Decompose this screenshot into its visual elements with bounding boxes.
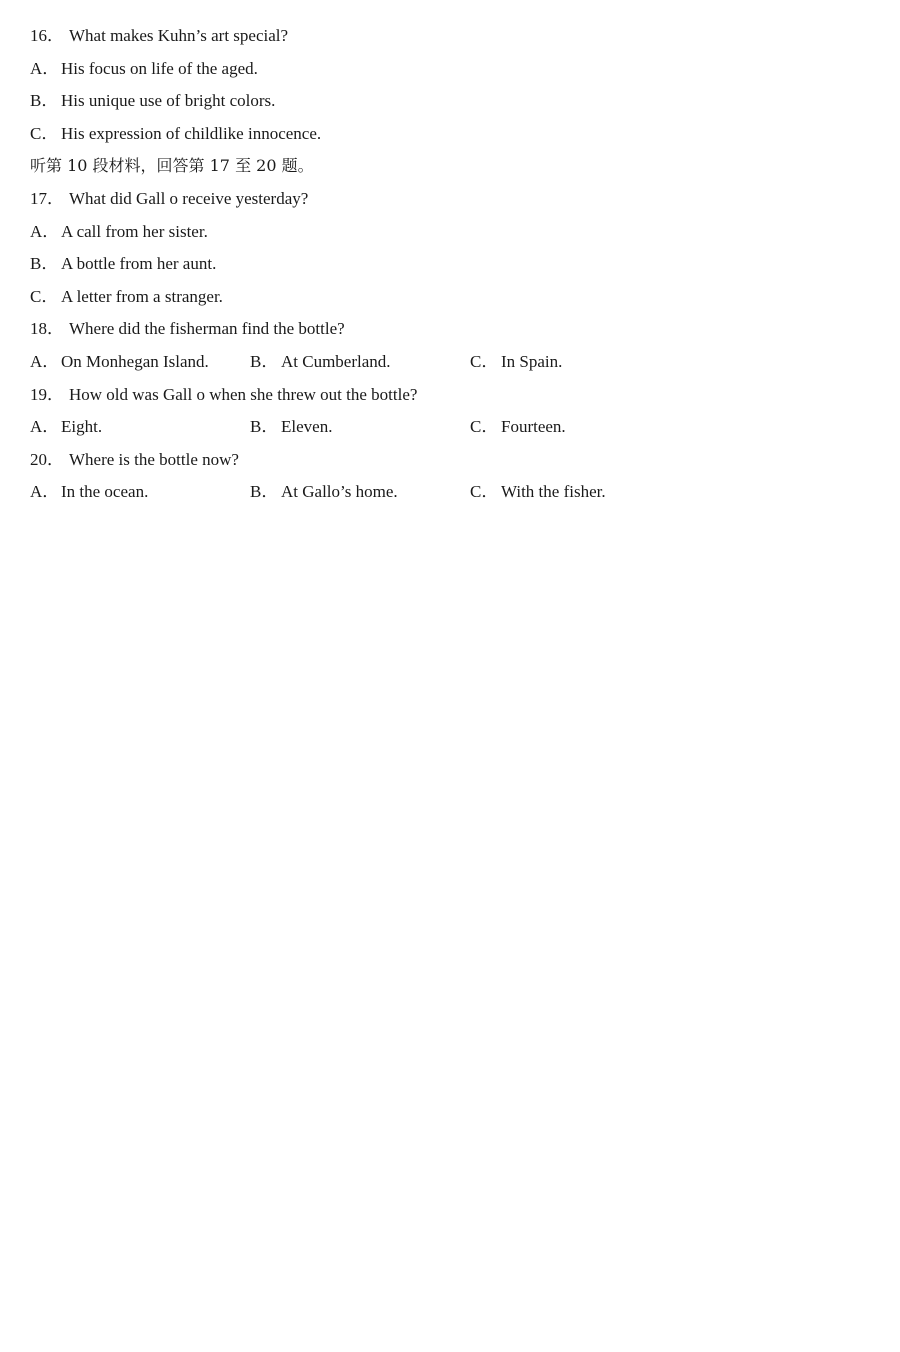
option-letter: A． <box>30 58 60 78</box>
option-text: Eight. <box>61 417 103 437</box>
option-letter: C． <box>470 351 499 371</box>
option-b <box>250 477 398 507</box>
option-text: In the ocean. <box>61 482 149 502</box>
question-text: What makes Kuhn’s art special? <box>69 26 289 45</box>
question-17-option-b <box>30 249 870 282</box>
option-letter: B． <box>30 254 59 274</box>
option-letter: C． <box>470 482 499 502</box>
question-number: 18． <box>30 319 64 339</box>
question-16-option-a <box>30 54 870 87</box>
question-19 <box>30 380 870 413</box>
option-text: His focus on life of the aged. <box>61 58 258 78</box>
option-text: His unique use of bright colors. <box>61 91 276 111</box>
option-letter: A． <box>30 482 60 502</box>
question-text: How old was Gall o when she threw out the bottle? <box>69 384 418 404</box>
question-18-options <box>30 347 870 380</box>
option-a <box>30 477 148 507</box>
question-20-options <box>30 477 870 510</box>
question-16 <box>30 21 870 54</box>
question-17 <box>30 184 870 217</box>
option-letter: A． <box>30 351 60 371</box>
question-16-option-c <box>30 119 870 152</box>
question-number: 19． <box>30 384 64 404</box>
question-number: 17． <box>30 188 64 208</box>
option-text: A call from her sister. <box>61 221 208 241</box>
option-text: A bottle from her aunt. <box>61 254 217 274</box>
option-text: His expression of childlike innocence. <box>61 123 322 143</box>
option-letter: A． <box>30 221 60 241</box>
option-letter: B． <box>250 482 279 502</box>
option-letter: C． <box>30 286 59 306</box>
option-letter: C． <box>470 417 499 437</box>
option-text: At Gallo’s home. <box>281 482 398 502</box>
option-text: With the fisher. <box>501 482 606 502</box>
option-a <box>30 347 209 377</box>
question-20 <box>30 445 870 478</box>
question-16-option-b <box>30 86 870 119</box>
option-letter: B． <box>30 91 59 111</box>
option-text: On Monhegan Island. <box>61 351 209 371</box>
question-text: Where is the bottle now? <box>69 449 239 469</box>
exam-page <box>30 21 870 510</box>
section-instruction: 听第 10 段材料，回答第 17 至 20 题。 <box>30 156 314 176</box>
question-17-option-a <box>30 217 870 250</box>
option-letter: C． <box>30 123 59 143</box>
option-c <box>470 412 566 442</box>
question-text: What did Gall o receive yesterday? <box>69 188 309 208</box>
question-number: 16． <box>30 26 64 45</box>
option-text: Fourteen. <box>501 417 566 437</box>
question-19-options <box>30 412 870 445</box>
option-text: Eleven. <box>281 417 333 437</box>
option-letter: A． <box>30 417 60 437</box>
option-text: At Cumberland. <box>281 351 391 371</box>
question-18 <box>30 314 870 347</box>
option-b <box>250 412 332 442</box>
option-c <box>470 347 562 377</box>
option-a <box>30 412 102 442</box>
question-number: 20． <box>30 449 64 469</box>
option-letter: B． <box>250 417 279 437</box>
option-text: A letter from a stranger. <box>61 286 223 306</box>
option-letter: B． <box>250 351 279 371</box>
option-c <box>470 477 606 507</box>
option-text: In Spain. <box>501 351 563 371</box>
question-text: Where did the fisherman find the bottle? <box>69 319 345 339</box>
question-17-option-c <box>30 282 870 315</box>
option-b <box>250 347 391 377</box>
